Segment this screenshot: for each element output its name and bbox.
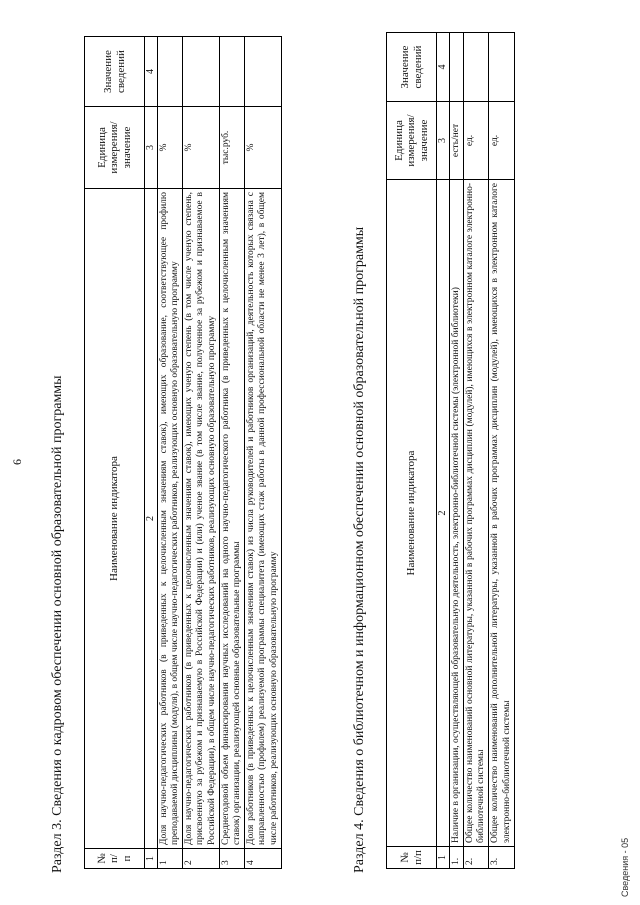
unit-cell: тыс.руб. (219, 107, 244, 189)
section-4-title: Раздел 4. Сведения о библиотечном и информационном обеспечении основной образовательной программы (352, 226, 367, 873)
column-number: 4 (437, 33, 450, 102)
section-3-table (84, 36, 282, 869)
table-row (183, 37, 220, 869)
row-number: 3. (489, 847, 514, 869)
row-number: 4 (245, 849, 282, 869)
value-cell (183, 37, 220, 107)
header-value: Значение сведений (85, 37, 145, 107)
row-number: 2. (464, 847, 489, 869)
unit-cell: есть/нет (449, 102, 463, 180)
table-row (219, 37, 244, 869)
row-number: 1. (449, 847, 463, 869)
section-3-title: Раздел 3. Сведения о кадровом обеспечении основной образовательной программы (50, 375, 65, 873)
value-cell (219, 37, 244, 107)
indicator-name: Общее количество наименований дополнительной литературы, указанной в рабочих программах дисциплин (модулей), имеющихся в электронном каталоге электронно-библиотечной системы (489, 180, 514, 847)
table-row (157, 37, 182, 869)
value-cell (464, 33, 489, 102)
unit-cell: % (157, 107, 182, 189)
header-value: Значение сведений (387, 33, 437, 102)
column-number: 1 (437, 847, 450, 869)
table-row (489, 33, 514, 869)
indicator-name: Наличие в организации, осуществляющей образовательную деятельность, электронно-библиотечной системы (электронной библиотеки) (449, 180, 463, 847)
row-number: 2 (183, 849, 220, 869)
column-number-row (145, 37, 158, 869)
column-number: 2 (145, 189, 158, 849)
table-row (464, 33, 489, 869)
column-number: 4 (145, 37, 158, 107)
unit-cell: ед. (464, 102, 489, 180)
indicator-name: Доля научно-педагогических работников (в приведенных к целочисленным значениям ставок), имеющих образование, соответствующее профилю преподаваемой дисциплины (модуля), в общем числе научно-педагогических работников, реализующих основную образовательную программу (157, 189, 182, 849)
column-number: 1 (145, 849, 158, 869)
row-number: 1 (157, 849, 182, 869)
column-number: 3 (145, 107, 158, 189)
unit-cell: ед. (489, 102, 514, 180)
header-number: № п/п (387, 847, 437, 869)
row-number: 3 (219, 849, 244, 869)
unit-cell: % (183, 107, 220, 189)
header-indicator: Наименование индикатора (85, 189, 145, 849)
header-indicator: Наименование индикатора (387, 180, 437, 847)
table-row (449, 33, 463, 869)
indicator-name: Общее количество наименований основной литературы, указанной в рабочих программах дисциплин (модулей), имеющихся в электронном каталоге электронно-библиотечной системы (464, 180, 489, 847)
unit-cell: % (245, 107, 282, 189)
column-number-row (437, 33, 450, 869)
value-cell (157, 37, 182, 107)
section-4-table (386, 32, 515, 869)
indicator-name: Доля научно-педагогических работников (в приведенных к целочисленным значениям ставок), имеющих ученую степень (в том числе ученую степень, присвоенную за рубежом и признаваемую в Российской Федерации) и (или) ученое звание (в том числе звание, полученное за рубежом и признаваемое в Российской Федерации), в общем числе научно-педагогических работников, реализующих основную образовательную программу (183, 189, 220, 849)
header-number: № п/п (85, 849, 145, 869)
value-cell (489, 33, 514, 102)
indicator-name: Доля работников (в приведенных к целочисленным значениям ставок) из числа руководителей и работников организаций, деятельность которых связана с направленностью (профилем) реализуемой программы специалитета (имеющих стаж работы в данной профессиональной области не менее 3 лет), в общем числе работников, реализующих основную образовательную программу (245, 189, 282, 849)
value-cell (449, 33, 463, 102)
page-number: 6 (10, 459, 24, 465)
table-row (245, 37, 282, 869)
header-unit: Единица измерения/ значение (85, 107, 145, 189)
value-cell (245, 37, 282, 107)
indicator-name: Среднегодовой объем финансирования научных исследований на одного научно-педагогического работника (в приведенных к целочисленным значениям ставок) организации, реализующей основные образовательные программы (219, 189, 244, 849)
column-number: 3 (437, 102, 450, 180)
footer-note: Сведения - 05 (620, 837, 630, 897)
column-number: 2 (437, 180, 450, 847)
header-unit: Единица измерения/ значение (387, 102, 437, 180)
